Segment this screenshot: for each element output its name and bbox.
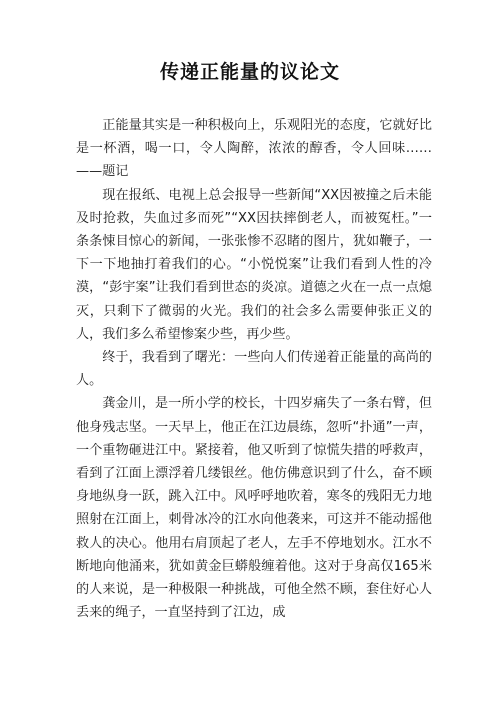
paragraph-epigraph: 正能量其实是一种积极向上，乐观阳光的态度，它就好比是一杯酒，喝一口，令人陶醉，浓浓的醇香，令人回味……——题记	[76, 118, 432, 180]
document-body	[76, 114, 432, 624]
paragraph-news: 现在报纸、电视上总会报导一些新闻“XX因被撞之后未能及时抢救，失血过多而死”“XX因扶摔倒老人，而被冤枉。”一条条悚目惊心的新闻，一张张惨不忍睹的图片，犹如鞭子，一下一下地抽打着我们的心。“小悦悦案”让我们看到人性的冷漠，“彭宇案”让我们看到世态的炎凉。道德之火在一点一点熄灭，只剩下了微弱的火光。我们的社会多么需要伸张正义的人，我们多么希望惨案少些，再少些。	[76, 187, 432, 342]
paragraph-dawn: 终于，我看到了曙光：一些向人们传递着正能量的高尚的人。	[76, 350, 432, 389]
paragraph-story: 龚金川，是一所小学的校长，十四岁痛失了一条右臂，但他身残志坚。一天早上，他正在江边晨练，忽听“扑通”一声，一个重物砸进江中。紧接着，他又听到了惊慌失措的呼救声，看到了江面上漂浮着几缕银丝。他仿佛意识到了什么，奋不顾身地纵身一跃，跳入江中。风呼呼地吹着，寒冬的残阳无力地照射在江面上，刺骨冰冷的江水向他袭来，可这并不能动摇他救人的决心。他用右肩顶起了老人，左手不停地划水。江水不断地向他涌来，犹如黄金巨蟒般缠着他。这对于身高仅165米的人来说，是一种极限一种挑战，可他全然不顾，套住好心人丢来的绳子，一直坚持到了江边，成	[76, 396, 432, 621]
document-title: 传递正能量的议论文	[159, 61, 340, 83]
